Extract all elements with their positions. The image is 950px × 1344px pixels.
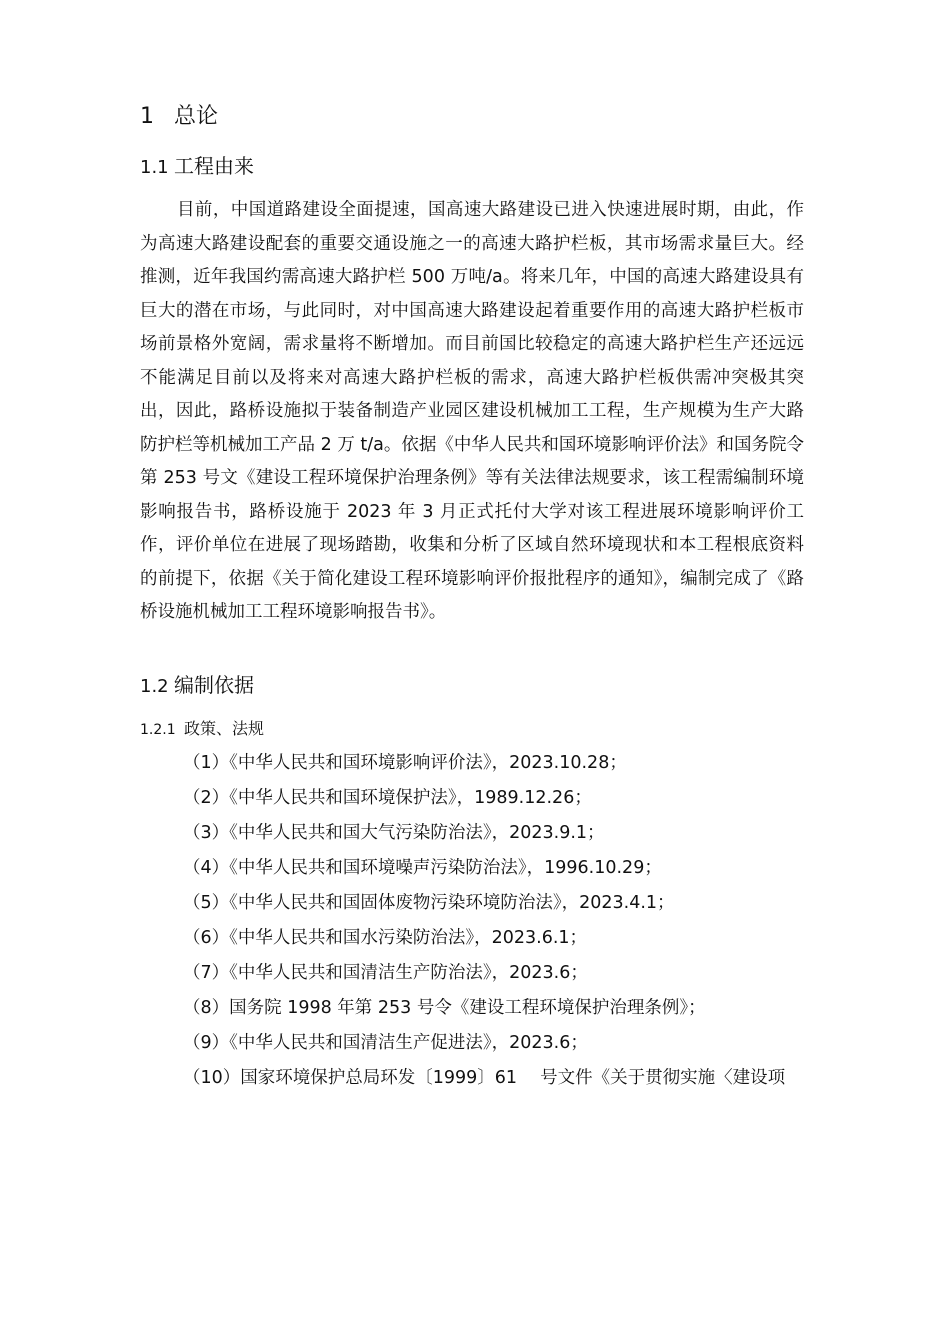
list-item: （1）《中华人民共和国环境影响评价法》，2023.10.28；: [183, 753, 627, 773]
section-number: 1.2: [140, 676, 169, 697]
chapter-heading: [140, 101, 218, 133]
subsection-heading-1-2-1: [140, 716, 264, 743]
section-title: 编制依据: [174, 673, 254, 697]
project-origin-paragraph: 目前，中国道路建设全面提速，国高速大路建设已进入快速进展时期，由此，作为高速大路建设配套的重要交通设施之一的高速大路护栏板，其市场需求量巨大。经推测，近年我国约需高速大路护栏 500 万吨/a。将来几年，中国的高速大路建设具有巨大的潜在市场，与此同时，对中国高速大路建设起着重要作用的高速大路护栏板市场前景格外宽阔，需求量将不断增加。而目前国比较稳定的高速大路护栏生产还远远不能满足目前以及将来对高速大路护栏板的需求，高速大路护栏板供需冲突极其突出，因此，路桥设施拟于装备制造产业园区建设机械加工工程，生产规模为生产大路防护栏等机械加工产品 2 万 t/a。依据《中华人民共和国环境影响评价法》和国务院令第 253 号文《建设工程环境保护治理条例》等有关法律法规要求，该工程需编制环境影响报告书，路桥设施于 2023 年 3 月正式托付大学对该工程进展环境影响评价工作，评价单位在进展了现场踏勘，收集和分析了区域自然环境现状和本工程根底资料的前提下，依据《关于简化建设工程环境影响评价报批程序的通知》，编制完成了《路桥设施机械加工工程环境影响报告书》。: [140, 200, 804, 622]
list-item: （10）国家环境保护总局环发〔1999〕61 号文件《关于贯彻实施〈建设项: [183, 1068, 786, 1088]
list-item: （2）《中华人民共和国环境保护法》，1989.12.26；: [183, 788, 592, 808]
list-item: （5）《中华人民共和国固体废物污染环境防治法》，2023.4.1；: [183, 893, 675, 913]
list-item: （6）《中华人民共和国水污染防治法》，2023.6.1；: [183, 928, 588, 948]
section-number: 1.1: [140, 157, 169, 178]
section-heading-1-2: [140, 670, 254, 702]
list-item: （3）《中华人民共和国大气污染防治法》，2023.9.1；: [183, 823, 605, 843]
chapter-title: 总论: [174, 104, 219, 129]
subsection-number: 1.2.1: [140, 722, 176, 738]
list-item: （4）《中华人民共和国环境噪声污染防治法》，1996.10.29；: [183, 858, 662, 878]
subsection-title: 政策、法规: [184, 719, 265, 738]
section-title: 工程由来: [174, 154, 254, 178]
list-item: （9）《中华人民共和国清洁生产促进法》，2023.6；: [183, 1033, 588, 1053]
regulation-list: [183, 746, 823, 1096]
section-heading-1-1: [140, 151, 254, 183]
list-item: （7）《中华人民共和国清洁生产防治法》，2023.6；: [183, 963, 588, 983]
list-item: （8）国务院 1998 年第 253 号令《建设工程环境保护治理条例》；: [183, 998, 706, 1018]
chapter-number: 1: [140, 104, 154, 129]
